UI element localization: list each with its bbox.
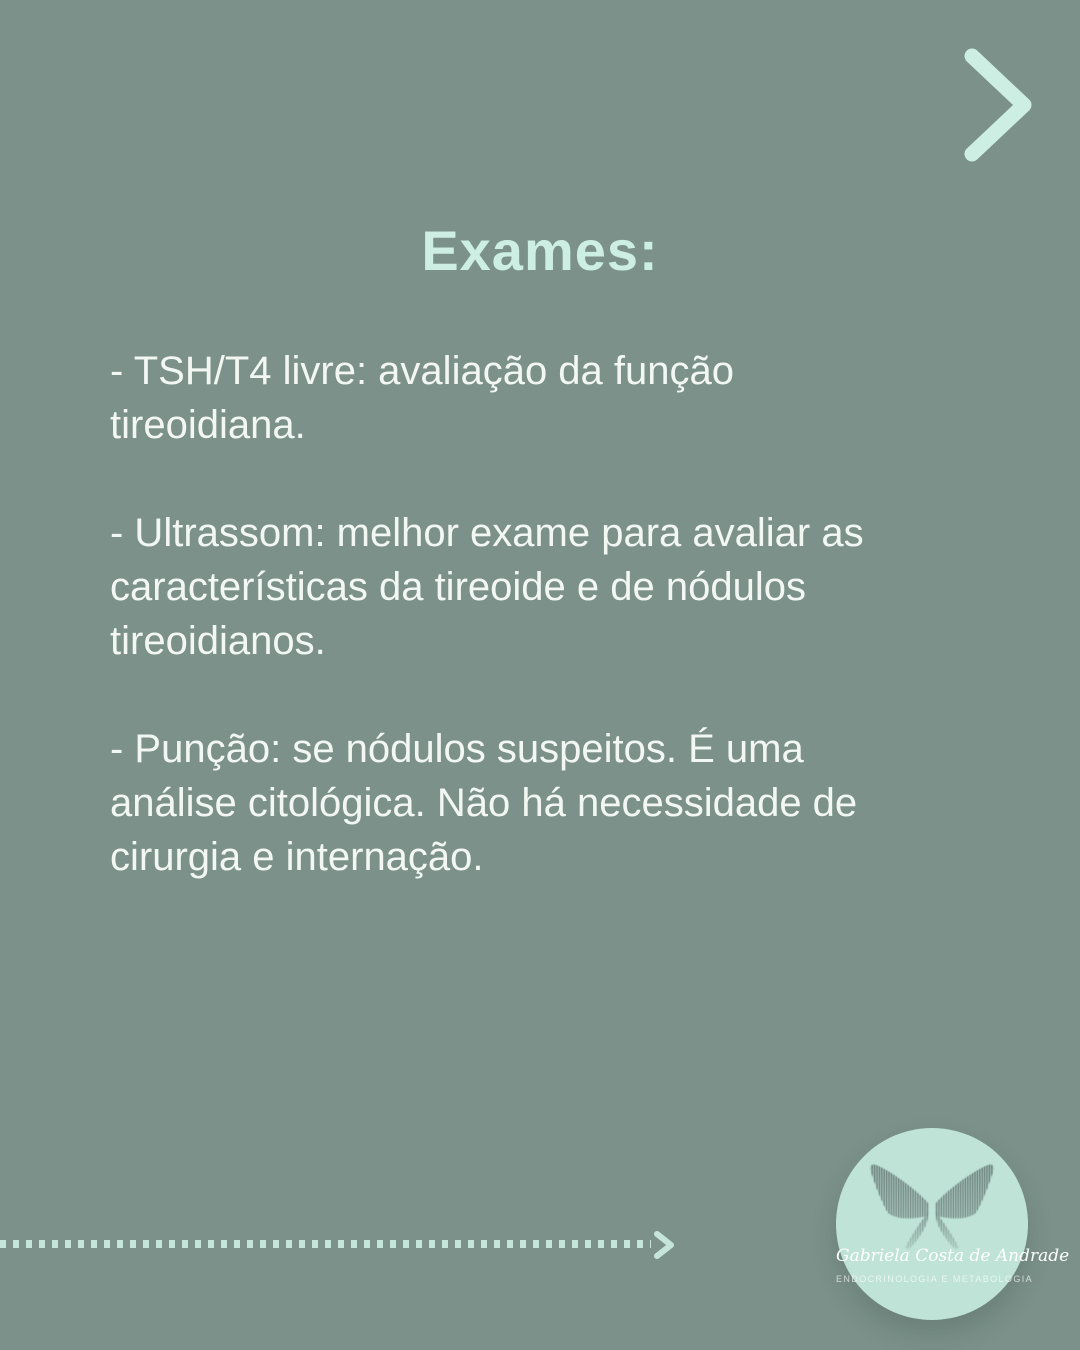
text-line: características da tireoide e de nódulos (110, 565, 806, 609)
body-text (110, 344, 990, 884)
logo-name: Gabriela Costa de Andrade (836, 1246, 1070, 1266)
text-line: tireoidiana. (110, 403, 306, 447)
dotted-line (0, 1240, 651, 1248)
logo (836, 1128, 1070, 1320)
butterfly-icon (862, 1162, 1002, 1250)
logo-subtitle: ENDOCRINOLOGIA E METABOLOGIA (836, 1274, 1034, 1284)
text-line: análise citológica. Não há necessidade de (110, 781, 858, 825)
text-line: cirurgia e internação. (110, 835, 484, 879)
paragraph-tsh (110, 344, 990, 452)
text-line: - TSH/T4 livre: avaliação da função (110, 349, 735, 393)
text-line: tireoidianos. (110, 619, 326, 663)
text-line: - Ultrassom: melhor exame para avaliar as (110, 511, 864, 555)
dotted-line-arrow-right-icon (652, 1229, 678, 1261)
paragraph-ultrassom (110, 506, 990, 668)
chevron-right-icon[interactable] (958, 48, 1040, 162)
paragraph-puncao (110, 722, 990, 884)
text-line: - Punção: se nódulos suspeitos. É uma (110, 727, 804, 771)
page-title: Exames: (421, 219, 659, 282)
